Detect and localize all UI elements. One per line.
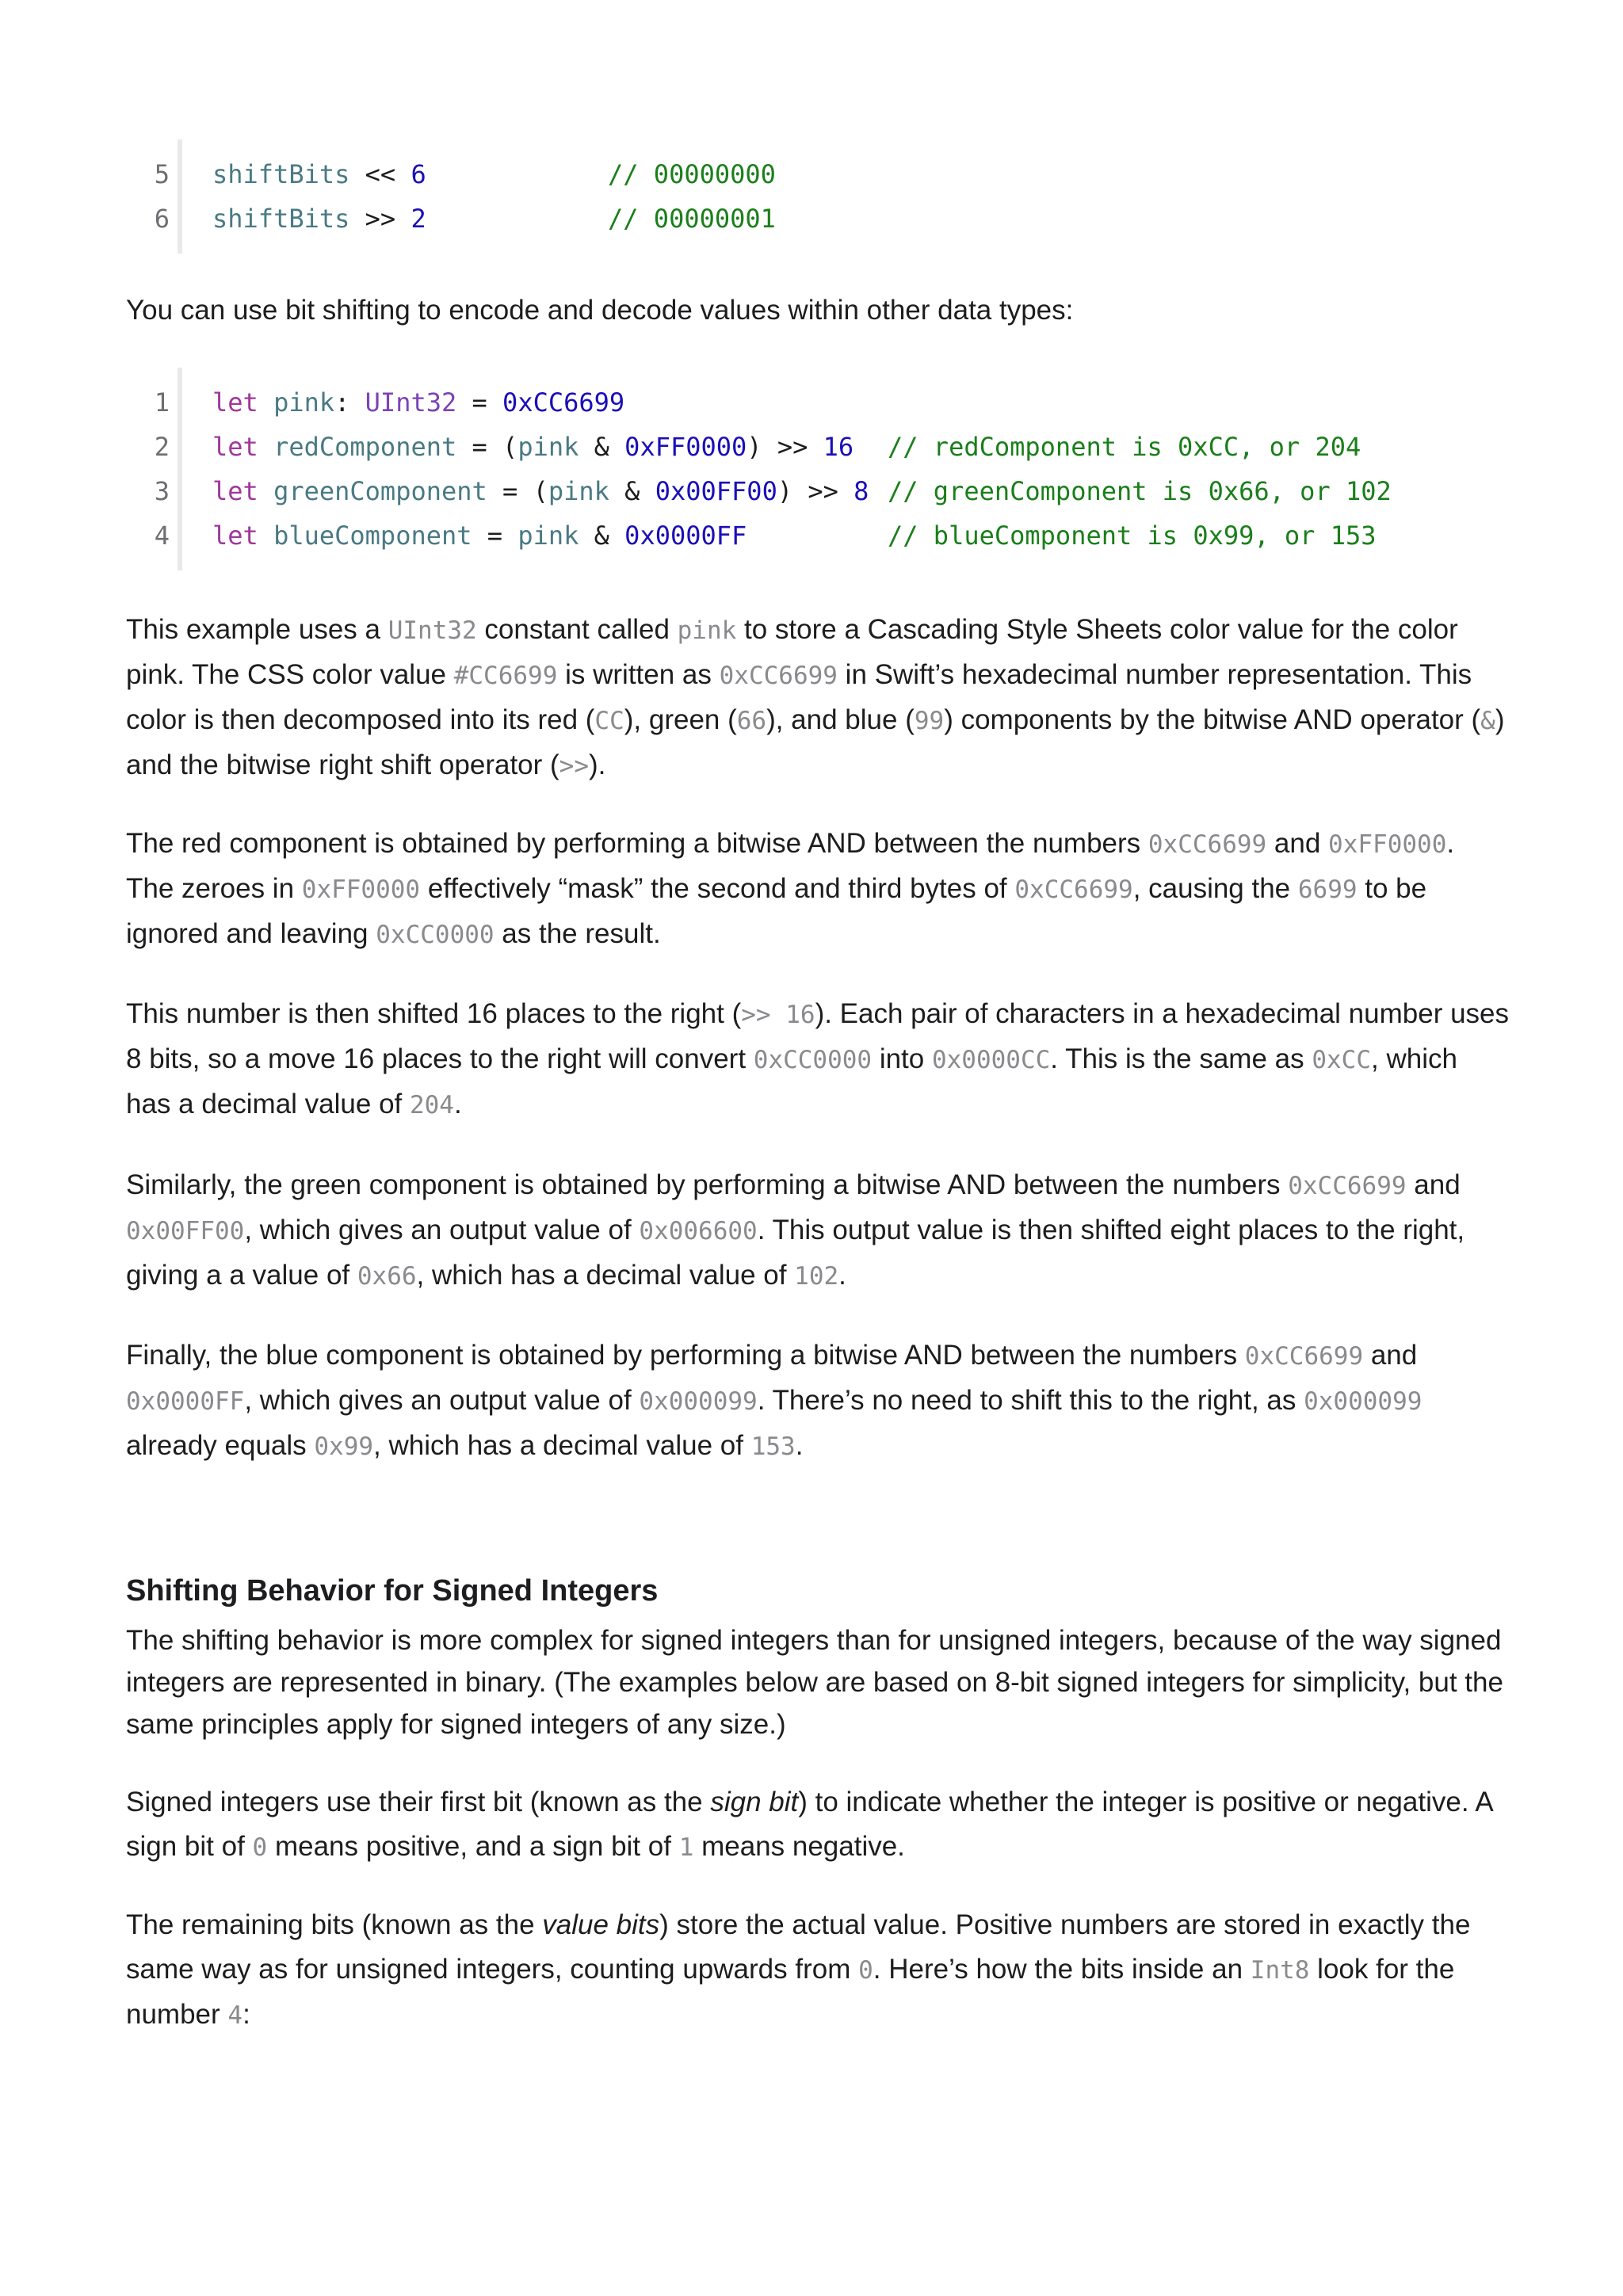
- inline-code: 0xCC6699: [1244, 1342, 1364, 1371]
- code-line: [127, 513, 1553, 558]
- inline-code: 6699: [1297, 875, 1358, 904]
- inline-code: 4: [227, 2001, 243, 2030]
- code-text: let redComponent = (pink & 0xFF0000) >> 16: [212, 432, 854, 462]
- inline-code: 0xFF0000: [301, 875, 421, 904]
- inline-code: 204: [409, 1091, 454, 1119]
- code-line: [127, 425, 1553, 469]
- inline-code: 0: [858, 1956, 873, 1985]
- emphasis: sign bit: [710, 1787, 799, 1817]
- paragraph-blue-component: Finally, the blue component is obtained by performing a bitwise AND between the numbers 0xCC6699 and 0x0000FF, which gives an output value of 0x000099. There’s no need to shift this to the right, as 0x000099 already equals 0x99, which has a decimal value of 153.: [126, 1340, 1423, 1461]
- inline-code: 0x66: [357, 1262, 417, 1291]
- inline-code: >> 16: [741, 1001, 815, 1029]
- paragraph-red-component: The red component is obtained by performing a bitwise AND between the numbers 0xCC6699 and 0xFF0000. The zeroes in 0xFF0000 effectively “mask” the second and third bytes of 0xCC6699, causing the 6699 to be ignored and leaving 0xCC0000 as the result.: [126, 828, 1455, 949]
- inline-code: pink: [677, 616, 737, 645]
- inline-code: 0: [252, 1833, 268, 1862]
- inline-code: 0x00FF00: [126, 1217, 245, 1245]
- code-comment: // blueComponent is 0x99, or 153: [888, 521, 1377, 551]
- code-text: let blueComponent = pink & 0x0000FF: [212, 521, 747, 551]
- line-number: 5: [154, 159, 170, 189]
- line-number: 1: [154, 387, 170, 418]
- inline-code: 0xCC0000: [376, 921, 495, 949]
- inline-code: 0x000099: [639, 1387, 758, 1416]
- inline-code: 66: [736, 707, 767, 735]
- inline-code: 0xCC: [1312, 1046, 1371, 1074]
- inline-code: 0x006600: [639, 1217, 758, 1245]
- inline-code: >>: [559, 752, 589, 780]
- inline-code: 0xFF0000: [1328, 830, 1447, 859]
- code-text: shiftBits >> 2: [212, 204, 426, 234]
- code-comment: // 00000001: [608, 204, 776, 234]
- inline-code: 0xCC6699: [719, 662, 838, 690]
- emphasis: value bits: [542, 1909, 660, 1940]
- inline-code: 102: [794, 1262, 839, 1291]
- code-line: [127, 469, 1553, 513]
- inline-code: 0x0000CC: [931, 1046, 1051, 1074]
- paragraph-value-bits: The remaining bits (known as the value bits) store the actual value. Positive numbers are stored in exactly the same way as for unsigned integers, counting upwards from 0. Here’s how the bits inside an Int8 look for the number 4:: [126, 1909, 1471, 2030]
- inline-code: 0x99: [314, 1432, 374, 1461]
- inline-code: 0xCC6699: [1014, 875, 1133, 904]
- code-comment: // redComponent is 0xCC, or 204: [888, 432, 1361, 462]
- intro-paragraph: You can use bit shifting to encode and decode values within other data types:: [126, 295, 1074, 326]
- inline-code: 0xCC6699: [1288, 1172, 1407, 1200]
- code-comment: // greenComponent is 0x66, or 102: [888, 476, 1392, 506]
- inline-code: CC: [594, 707, 624, 735]
- inline-code: 0xCC6699: [1148, 830, 1267, 859]
- inline-code: Int8: [1250, 1956, 1310, 1985]
- paragraph-pink-example: This example uses a UInt32 constant called pink to store a Cascading Style Sheets color value for the color pink. The CSS color value #CC6699 is written as 0xCC6699 in Swift’s hexadecimal number representation. This color is then decomposed into its red (CC), green (66), and blue (99) components by the bitwise AND operator (&) and the bitwise right shift operator (>>).: [126, 614, 1505, 780]
- code-text: let greenComponent = (pink & 0x00FF00) >> 8: [212, 476, 869, 506]
- inline-code: &: [1480, 707, 1495, 735]
- paragraph-green-component: Similarly, the green component is obtained by performing a bitwise AND between the numbers 0xCC6699 and 0x00FF00, which gives an output value of 0x006600. This output value is then shifted eight places to the right, giving a a value of 0x66, which has a decimal value of 102.: [126, 1169, 1465, 1291]
- inline-code: 99: [914, 707, 945, 735]
- inline-code: #CC6699: [453, 662, 558, 690]
- code-text: shiftBits << 6: [212, 159, 426, 189]
- inline-code: 0xCC0000: [753, 1046, 873, 1074]
- inline-code: 1: [678, 1833, 694, 1862]
- inline-code: UInt32: [388, 616, 477, 645]
- code-comment: // 00000000: [608, 159, 776, 189]
- code-text: let pink: UInt32 = 0xCC6699: [212, 387, 625, 418]
- inline-code: 153: [750, 1432, 796, 1461]
- paragraph-shift-right: This number is then shifted 16 places to the right (>> 16). Each pair of characters in a hexadecimal number uses 8 bits, so a move 16 places to the right will convert 0xCC0000 into 0x0000CC. This is the same as 0xCC, which has a decimal value of 204.: [126, 998, 1510, 1119]
- section-heading: Shifting Behavior for Signed Integers: [126, 1574, 659, 1608]
- inline-code: 0x000099: [1304, 1387, 1423, 1416]
- line-number: 3: [154, 476, 170, 506]
- line-number: 2: [154, 432, 170, 462]
- paragraph-signed-intro: The shifting behavior is more complex for signed integers than for unsigned integers, because of the way signed integers are represented in binary. (The examples below are based on 8-bit signed integers for simplicity, but the same principles apply for signed integers of any size.): [126, 1625, 1503, 1740]
- inline-code: 0x0000FF: [126, 1387, 245, 1416]
- code-line: [127, 152, 1553, 196]
- code-line: [127, 196, 1553, 241]
- line-number: 6: [154, 204, 170, 234]
- paragraph-sign-bit: Signed integers use their first bit (known as the sign bit) to indicate whether the integer is positive or negative. A sign bit of 0 means positive, and a sign bit of 1 means negative.: [126, 1787, 1492, 1862]
- code-line: [127, 380, 1553, 425]
- line-number: 4: [154, 521, 170, 551]
- code-block-shift-examples: [127, 152, 1553, 241]
- code-block-color-components: [127, 380, 1553, 558]
